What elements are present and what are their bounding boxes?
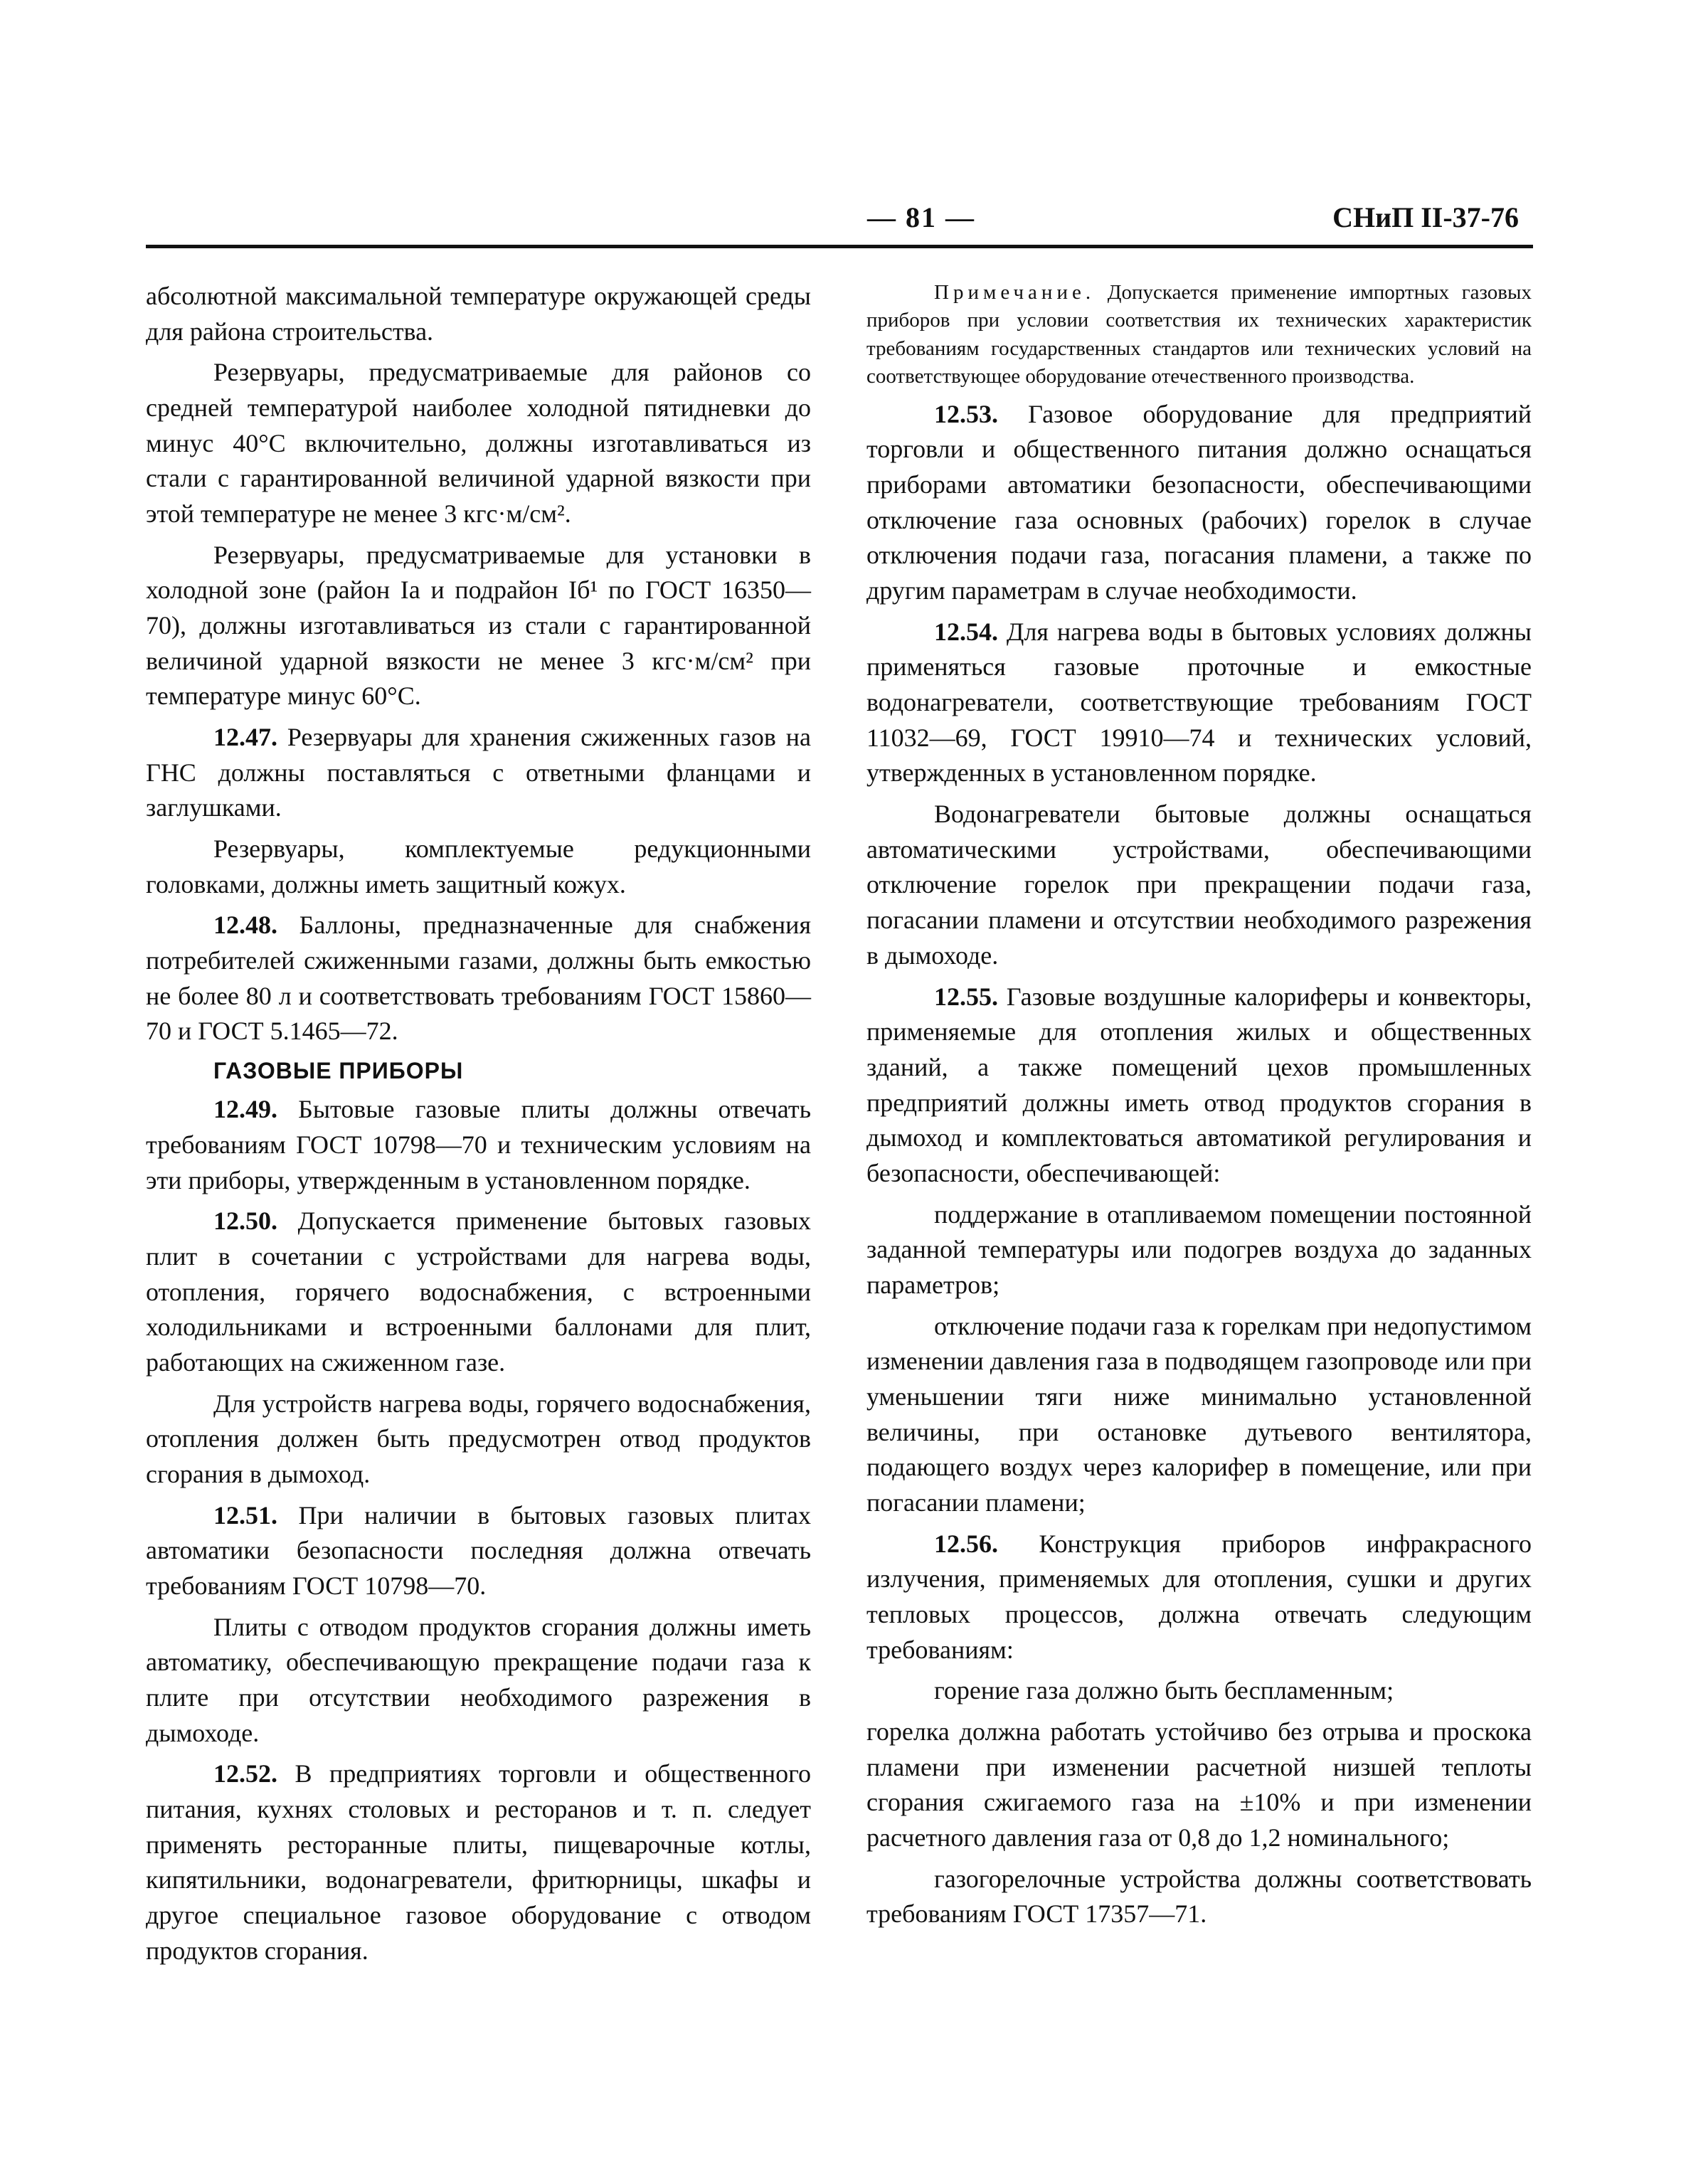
page-header [146,201,1533,243]
paragraph: Плиты с отводом продуктов сгорания должны иметь автоматику, обеспечивающую прекращение подачи газа к плите при отсутствии необходимого разрежения в дымоходе. [146,1612,811,1747]
clause-text: Для нагрева воды в бытовых условиях должны применяться газовые проточные и емкостные водонагреватели, соответствующие требованиям ГОСТ 11032—69, ГОСТ 19910—74 и технических условий, утвержденных в установленном порядке. [866,617,1532,788]
clause-number: 12.54. [934,617,998,646]
clause-text: Баллоны, предназначенные для снабжения потребителей сжиженными газами, должны быть емкостью не более 80 л и соответствовать требованиям ГОСТ 15860—70 и ГОСТ 5.1465—72. [146,911,811,1046]
right-column [866,279,1532,1932]
clause-number: 12.50. [213,1207,277,1236]
clause-12-48 [146,908,811,1049]
paragraph: Водонагреватели бытовые должны оснащаться автоматическими устройствами, обеспечивающими отключение горелок при прекращении подачи газа, погасании пламени и отсутствии необходимого разрежения в дымоходе. [866,800,1532,970]
page-number: — 81 — [867,201,975,233]
clause-12-54 [866,615,1532,791]
paragraph: Резервуары, комплектуемые редукционными головками, должны иметь защитный кожух. [146,834,811,898]
paragraph: отключение подачи газа к горелкам при недопустимом изменении давления газа в подводящем газопроводе или при уменьшении тяги ниже минимально установленной величины, при остановке дутьевого вентилятора, подающего воздух через калорифер в помещение, или при погасании пламени; [866,1311,1532,1517]
header-rule [146,245,1533,248]
clause-number: 12.56. [934,1529,998,1558]
clause-number: 12.51. [213,1500,277,1530]
note [866,279,1532,391]
left-column [146,279,811,1968]
paragraph: горелка должна работать устойчиво без отрыва и проскока пламени при изменении расчетной низшей теплоты сгорания сжигаемого газа на ±10% и при изменении расчетного давления газа от 0,8 до 1,2 номинального; [866,1717,1532,1852]
clause-number: 12.49. [213,1095,277,1124]
paragraph: Резервуары, предусматриваемые для установки в холодной зоне (район Iа и подрайон Iб¹ по ГОСТ 16350—70), должны изготавливаться из стали с гарантированной величиной ударной вязкости не менее 3 кгс·м/см² при температуре минус 60°С. [146,540,811,711]
clause-number: 12.47. [213,723,277,752]
clause-text: Бытовые газовые плиты должны отвечать требованиям ГОСТ 10798—70 и техническим условиям на эти приборы, утвержденным в установленном порядке. [146,1095,811,1194]
clause-12-56 [866,1527,1532,1668]
clause-12-50 [146,1204,811,1380]
clause-text: При наличии в бытовых газовых плитах автоматики безопасности последняя должна отвечать требованиям ГОСТ 10798—70. [146,1500,811,1600]
clause-12-51 [146,1498,811,1604]
clause-text: Газовые воздушные калориферы и конвекторы, применяемые для отопления жилых и общественных зданий, а также помещений цехов промышленных предприятий должны иметь отвод продуктов сгорания в дымоход и комплектоваться автоматикой регулирования и безопасности, обеспечивающей: [866,982,1532,1187]
paragraph: газогорелочные устройства должны соответствовать требованиям ГОСТ 17357—71. [866,1864,1532,1929]
clause-12-52 [146,1756,811,1968]
paragraph: Резервуары, предусматриваемые для районов со средней температурой наиболее холодной пятидневки до минус 40°С включительно, должны изготавливаться из стали с гарантированной величиной ударной вязкости при этой температуре не менее 3 кгс·м/см². [146,358,811,529]
note-text: Допускается применение импортных газовых приборов при условии соответствия их технических характеристик требованиям государственных стандартов или технических условий на соответствующее оборудование отечественного производства. [866,281,1532,388]
clause-number: 12.52. [213,1759,277,1788]
clause-text: Газовое оборудование для предприятий торговли и общественного питания должно оснащаться приборами автоматики безопасности, обеспечивающими отключение газа основных (рабочих) горелок в случае отключения подачи газа, погасания пламени, а также по другим параметрам в случае необходимости. [866,399,1532,605]
document-code: СНиП II-37-76 [1332,201,1519,233]
clause-text: В предприятиях торговли и общественного питания, кухнях столовых и ресторанов и т. п. следует применять ресторанные плиты, пищеварочные котлы, кипятильники, водонагреватели, фритюрницы, шкафы и другое специальное газовое оборудование с отводом продуктов сгорания. [146,1759,811,1965]
clause-text: Допускается применение бытовых газовых плит в сочетании с устройствами для нагрева воды, отопления, горячего водоснабжения, с встроенными холодильниками и встроенными баллонами для плит, работающих на сжиженном газе. [146,1207,811,1377]
clause-number: 12.53. [934,399,998,428]
section-heading: ГАЗОВЫЕ ПРИБОРЫ [213,1058,464,1084]
clause-text: Резервуары для хранения сжиженных газов на ГНС должны поставляться с ответными фланцами и заглушками. [146,723,811,822]
clause-number: 12.48. [213,911,277,940]
note-label: Примечание. [934,281,1096,304]
clause-text: Конструкция приборов инфракрасного излучения, применяемых для отопления, сушки и других тепловых процессов, должна отвечать следующим требованиям: [866,1529,1532,1664]
paragraph: поддержание в отапливаемом помещении постоянной заданной температуры или подогрев воздуха до заданных параметров; [866,1199,1532,1299]
paragraph: горение газа должно быть беспламенным; [934,1676,1394,1705]
paragraph: Для устройств нагрева воды, горячего водоснабжения, отопления должен быть предусмотрен отвод продуктов сгорания в дымоход. [146,1389,811,1488]
clause-12-55 [866,980,1532,1192]
clause-12-47 [146,720,811,826]
clause-12-49 [146,1092,811,1198]
clause-12-53 [866,397,1532,609]
clause-number: 12.55. [934,982,998,1011]
paragraph: абсолютной максимальной температуре окружающей среды для района строительства. [146,282,811,346]
